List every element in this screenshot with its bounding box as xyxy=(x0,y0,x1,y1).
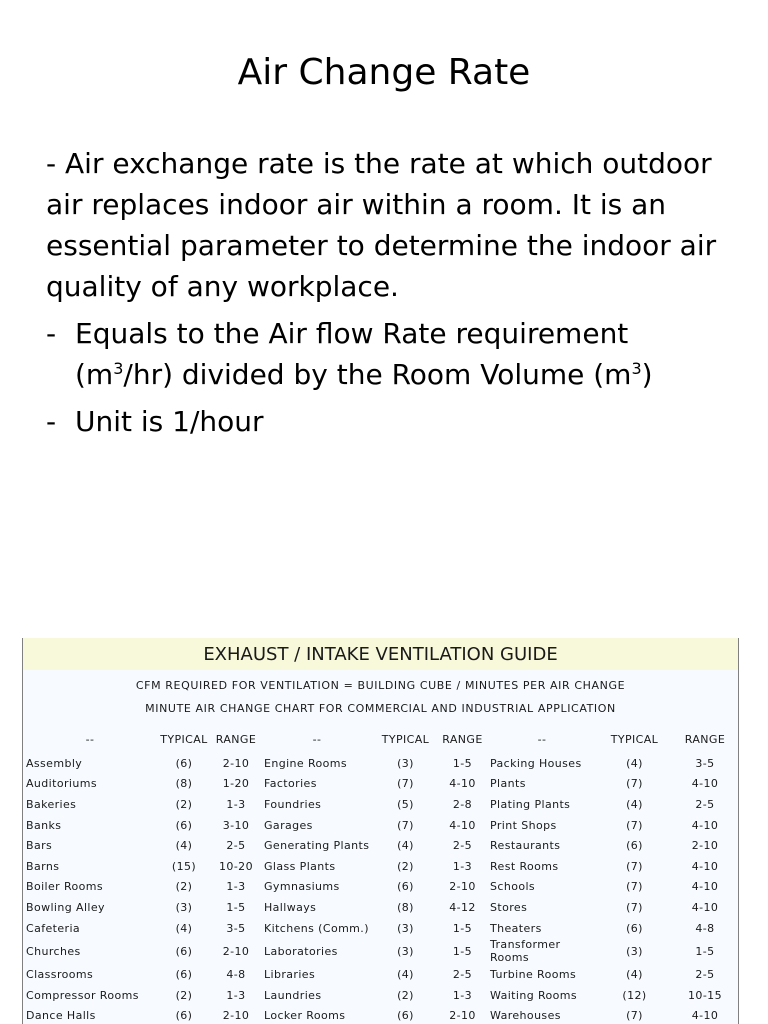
bullet-equals xyxy=(46,313,726,395)
range-value: 4-12 xyxy=(449,900,476,914)
typical-value: (7) xyxy=(626,880,643,894)
room-name[interactable]: Dance Halls xyxy=(26,1009,96,1023)
room-name[interactable]: Warehouses xyxy=(490,1009,561,1023)
room-name[interactable]: Bakeries xyxy=(26,797,77,811)
column-header: -- xyxy=(537,732,547,746)
table-row xyxy=(23,877,738,898)
typical-value: (4) xyxy=(397,839,414,853)
range-value: 10-15 xyxy=(688,988,722,1002)
table-row xyxy=(23,794,738,815)
table-row xyxy=(23,753,738,774)
range-value: 3-10 xyxy=(222,818,250,832)
superscript: 3 xyxy=(631,359,642,378)
range-value: 1-5 xyxy=(452,756,473,770)
typical-value: (6) xyxy=(175,968,193,982)
typical-value: (4) xyxy=(175,839,193,853)
room-name[interactable]: Cafeteria xyxy=(26,921,81,935)
room-name[interactable]: Plants xyxy=(490,777,526,791)
table-header-row xyxy=(23,725,738,753)
typical-value: (6) xyxy=(397,1009,414,1023)
room-name[interactable]: Laboratories xyxy=(264,944,338,958)
range-value: 2-5 xyxy=(695,968,715,982)
room-name[interactable]: Restaurants xyxy=(490,839,561,853)
air-change-table xyxy=(23,725,738,1024)
room-name[interactable]: Rest Rooms xyxy=(490,859,559,873)
range-value: 1-3 xyxy=(226,797,246,811)
bullet-unit xyxy=(46,401,726,442)
typical-value: (7) xyxy=(626,818,643,832)
range-value: 3-5 xyxy=(226,921,246,935)
table-row xyxy=(23,835,738,856)
typical-value: (6) xyxy=(626,839,643,853)
range-value: 1-5 xyxy=(695,944,715,958)
text-fragment: ) xyxy=(641,358,653,391)
range-value: 1-5 xyxy=(452,921,473,935)
range-value: 2-8 xyxy=(452,797,473,811)
slide-body xyxy=(46,143,726,442)
typical-value: (2) xyxy=(175,988,193,1002)
room-name[interactable]: Compressor Rooms xyxy=(26,988,139,1002)
table-row xyxy=(23,856,738,877)
room-name[interactable]: Barns xyxy=(26,859,60,873)
typical-value: (2) xyxy=(397,988,414,1002)
range-value: 1-5 xyxy=(226,900,246,914)
bullet-equals-line1: Equals to the Air flow Rate requirement xyxy=(75,317,629,350)
superscript: 3 xyxy=(113,359,124,378)
room-name[interactable]: Auditoriums xyxy=(26,777,97,791)
room-name[interactable]: Stores xyxy=(490,900,528,914)
room-name[interactable]: Laundries xyxy=(264,988,322,1002)
table-row xyxy=(23,964,738,985)
typical-value: (8) xyxy=(397,900,414,914)
bullet-unit-text: Unit is 1/hour xyxy=(75,405,264,438)
bullet-equals-line2 xyxy=(75,354,726,395)
range-value: 3-5 xyxy=(695,756,715,770)
room-name[interactable]: Waiting Rooms xyxy=(490,988,578,1002)
range-value: 4-10 xyxy=(691,900,719,914)
room-name[interactable]: Kitchens (Comm.) xyxy=(264,921,369,935)
range-value: 4-10 xyxy=(691,818,719,832)
room-name[interactable]: Foundries xyxy=(264,797,322,811)
room-name[interactable]: Transformer Rooms xyxy=(490,938,561,965)
range-value: 4-10 xyxy=(691,880,719,894)
room-name[interactable]: Generating Plants xyxy=(264,839,370,853)
range-value: 4-8 xyxy=(695,921,715,935)
range-value: 1-3 xyxy=(226,880,246,894)
typical-value: (3) xyxy=(175,900,193,914)
room-name[interactable]: Bars xyxy=(26,839,53,853)
typical-value: (7) xyxy=(626,1009,643,1023)
room-name[interactable]: Boiler Rooms xyxy=(26,880,104,894)
slide-title: Air Change Rate xyxy=(237,52,531,93)
range-value: 2-5 xyxy=(452,968,473,982)
table-row xyxy=(23,774,738,795)
range-value: 10-20 xyxy=(219,859,253,873)
typical-value: (4) xyxy=(397,968,414,982)
text-fragment: /hr) divided by the Room Volume (m xyxy=(123,358,632,391)
typical-value: (3) xyxy=(397,756,414,770)
column-header: -- xyxy=(85,732,95,746)
column-header: TYPICAL xyxy=(381,732,430,746)
table-row xyxy=(23,985,738,1006)
typical-value: (4) xyxy=(626,968,643,982)
room-name[interactable]: Glass Plants xyxy=(264,859,336,873)
range-value: 1-3 xyxy=(452,859,473,873)
typical-value: (7) xyxy=(626,859,643,873)
room-name[interactable]: Assembly xyxy=(26,756,83,770)
room-name[interactable]: Libraries xyxy=(264,968,316,982)
typical-value: (15) xyxy=(171,859,197,873)
typical-value: (6) xyxy=(175,944,193,958)
room-name[interactable]: Gymnasiums xyxy=(264,880,340,894)
typical-value: (7) xyxy=(397,777,414,791)
table-row xyxy=(23,1006,738,1024)
table-row xyxy=(23,938,738,964)
range-value: 2-5 xyxy=(226,839,246,853)
typical-value: (6) xyxy=(626,921,643,935)
range-value: 2-5 xyxy=(695,797,715,811)
typical-value: (3) xyxy=(397,921,414,935)
range-value: 2-10 xyxy=(222,944,250,958)
room-name[interactable]: Locker Rooms xyxy=(264,1009,346,1023)
room-name[interactable]: Schools xyxy=(490,880,536,894)
table-body xyxy=(23,753,738,1024)
room-name[interactable]: Engine Rooms xyxy=(264,756,348,770)
range-value: 2-5 xyxy=(452,839,473,853)
bullet-dash: - xyxy=(46,317,57,350)
bullet-dash: - xyxy=(46,405,57,438)
room-name[interactable]: Packing Houses xyxy=(490,756,582,770)
room-name[interactable]: Banks xyxy=(26,818,62,832)
range-value: 4-10 xyxy=(449,818,476,832)
guide-subtitle: MINUTE AIR CHANGE CHART FOR COMMERCIAL AND INDUSTRIAL APPLICATION xyxy=(145,702,616,715)
typical-value: (2) xyxy=(175,797,193,811)
range-value: 2-10 xyxy=(449,1009,476,1023)
table-row xyxy=(23,918,738,939)
table-row xyxy=(23,815,738,836)
column-header: TYPICAL xyxy=(160,732,208,746)
range-value: 1-20 xyxy=(222,777,250,791)
guide-title: EXHAUST / INTAKE VENTILATION GUIDE xyxy=(23,638,738,670)
typical-value: (12) xyxy=(622,988,647,1002)
room-name[interactable]: Theaters xyxy=(490,921,542,935)
range-value: 2-10 xyxy=(222,1009,250,1023)
typical-value: (6) xyxy=(175,818,193,832)
range-value: 2-10 xyxy=(222,756,250,770)
room-name[interactable]: Bowling Alley xyxy=(26,900,105,914)
room-name[interactable]: Classrooms xyxy=(26,968,94,982)
column-header: TYPICAL xyxy=(610,732,659,746)
typical-value: (4) xyxy=(626,797,643,811)
typical-value: (2) xyxy=(397,859,414,873)
guide-formula: CFM REQUIRED FOR VENTILATION = BUILDING CUBE / MINUTES PER AIR CHANGE xyxy=(135,679,626,692)
typical-value: (7) xyxy=(397,818,414,832)
text-fragment: (m xyxy=(75,358,114,391)
room-name[interactable]: Turbine Rooms xyxy=(490,968,577,982)
typical-value: (4) xyxy=(175,921,193,935)
range-value: 1-3 xyxy=(452,988,473,1002)
typical-value: (3) xyxy=(626,944,643,958)
typical-value: (8) xyxy=(175,777,193,791)
range-value: 1-5 xyxy=(452,944,473,958)
range-value: 4-10 xyxy=(691,1009,719,1023)
column-header: -- xyxy=(312,732,322,746)
typical-value: (6) xyxy=(175,756,193,770)
room-name[interactable]: Print Shops xyxy=(490,818,557,832)
column-header: RANGE xyxy=(684,732,726,746)
typical-value: (7) xyxy=(626,777,643,791)
range-value: 1-3 xyxy=(226,988,246,1002)
range-value: 4-10 xyxy=(449,777,476,791)
range-value: 4-8 xyxy=(226,968,246,982)
range-value: 4-10 xyxy=(691,859,719,873)
typical-value: (4) xyxy=(626,756,643,770)
typical-value: (2) xyxy=(175,880,193,894)
room-name[interactable]: Garages xyxy=(264,818,313,832)
table-row xyxy=(23,897,738,918)
paragraph-definition: - Air exchange rate is the rate at which outdoor air replaces indoor air within a room. It is an essential parameter to determine the indoor air quality of any workplace. xyxy=(46,147,717,303)
range-value: 4-10 xyxy=(691,777,719,791)
typical-value: (7) xyxy=(626,900,643,914)
range-value: 2-10 xyxy=(449,880,476,894)
room-name[interactable]: Churches xyxy=(26,944,81,958)
range-value: 2-10 xyxy=(691,839,719,853)
ventilation-guide-image xyxy=(22,638,739,1024)
room-name[interactable]: Factories xyxy=(264,777,317,791)
typical-value: (3) xyxy=(397,944,414,958)
room-name[interactable]: Plating Plants xyxy=(490,797,571,811)
room-name[interactable]: Hallways xyxy=(264,900,317,914)
column-header: RANGE xyxy=(442,732,483,746)
typical-value: (6) xyxy=(175,1009,193,1023)
typical-value: (5) xyxy=(397,797,414,811)
column-header: RANGE xyxy=(215,732,257,746)
typical-value: (6) xyxy=(397,880,414,894)
